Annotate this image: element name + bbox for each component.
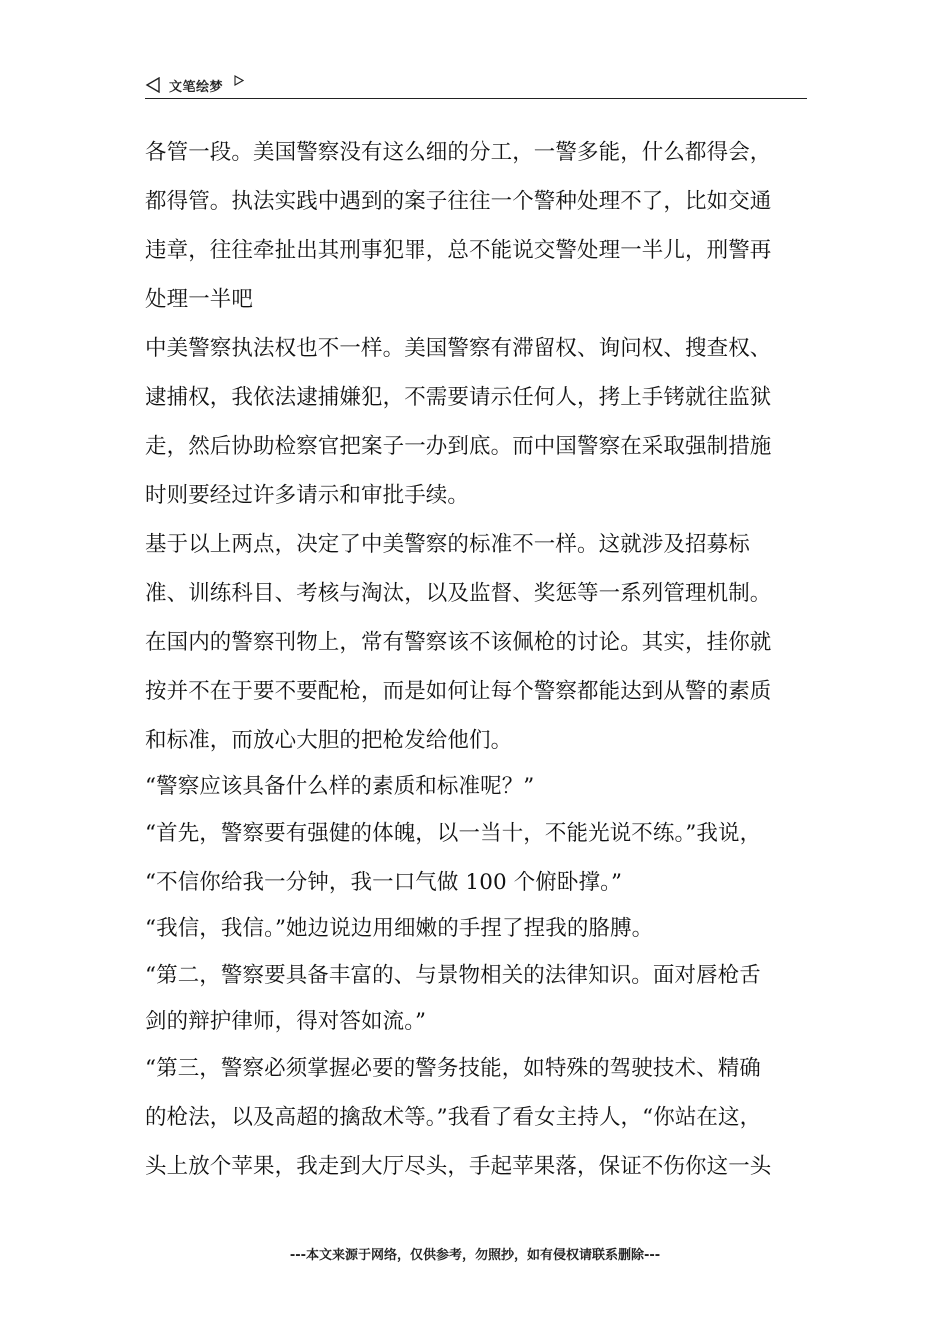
text-line: 在国内的警察刊物上，常有警察该不该佩枪的讨论。其实，挂你就	[145, 630, 772, 655]
text-line: “我信，我信。”她边说边用细嫩的手捏了捏我的胳膊。	[145, 916, 654, 941]
text-line: 基于以上两点，决定了中美警察的标准不一样。这就涉及招募标	[145, 532, 750, 557]
text-line: 各管一段。美国警察没有这么细的分工，一警多能，什么都得会，	[145, 140, 772, 165]
text-line: “首先，警察要有强健的体魄，以一当十，不能光说不练。”我说，	[145, 821, 762, 846]
text-line: 走，然后协助检察官把案子一办到底。而中国警察在采取强制措施	[145, 434, 772, 459]
triangle-right-icon	[234, 75, 244, 86]
text-line: 的枪法，以及高超的擒敌术等。”我看了看女主持人，“你站在这，	[145, 1105, 762, 1130]
text-line: 时则要经过许多请示和审批手续。	[145, 483, 470, 508]
text-line: 中美警察执法权也不一样。美国警察有滞留权、询问权、搜查权、	[145, 336, 772, 361]
text-line: 按并不在于要不要配枪，而是如何让每个警察都能达到从警的素质	[145, 679, 772, 704]
text-line: 准、训练科目、考核与淘汰，以及监督、奖惩等一系列管理机制。	[145, 581, 772, 606]
text-line: 都得管。执法实践中遇到的案子往往一个警种处理不了，比如交通	[145, 189, 772, 214]
text-line: 和标准，而放心大胆的把枪发给他们。	[145, 728, 513, 753]
footer-disclaimer: ---本文来源于网络，仅供参考，勿照抄，如有侵权请联系删除---	[289, 1248, 661, 1263]
page-header	[145, 72, 807, 99]
header-title: 文笔绘梦	[169, 80, 224, 95]
text-line: “警察应该具备什么样的素质和标准呢？”	[145, 774, 535, 799]
body-text	[145, 128, 805, 1191]
text-line: 处理一半吧	[145, 287, 254, 312]
text-line: 违章，往往牵扯出其刑事犯罪，总不能说交警处理一半儿，刑警再	[145, 238, 772, 263]
triangle-left-icon	[145, 77, 161, 93]
text-line: “第三，警察必须掌握必要的警务技能，如特殊的驾驶技术、精确	[145, 1056, 761, 1081]
text-line: 头上放个苹果，我走到大厅尽头，手起苹果落，保证不伤你这一头	[145, 1154, 772, 1179]
text-line: 逮捕权，我依法逮捕嫌犯，不需要请示任何人，拷上手铐就往监狱	[145, 385, 772, 410]
text-line: “第二，警察要具备丰富的、与景物相关的法律知识。面对唇枪舌	[145, 963, 761, 988]
text-line: 剑的辩护律师，得对答如流。”	[145, 1009, 427, 1034]
text-line: “不信你给我一分钟，我一口气做 100 个俯卧撑。”	[145, 870, 623, 895]
